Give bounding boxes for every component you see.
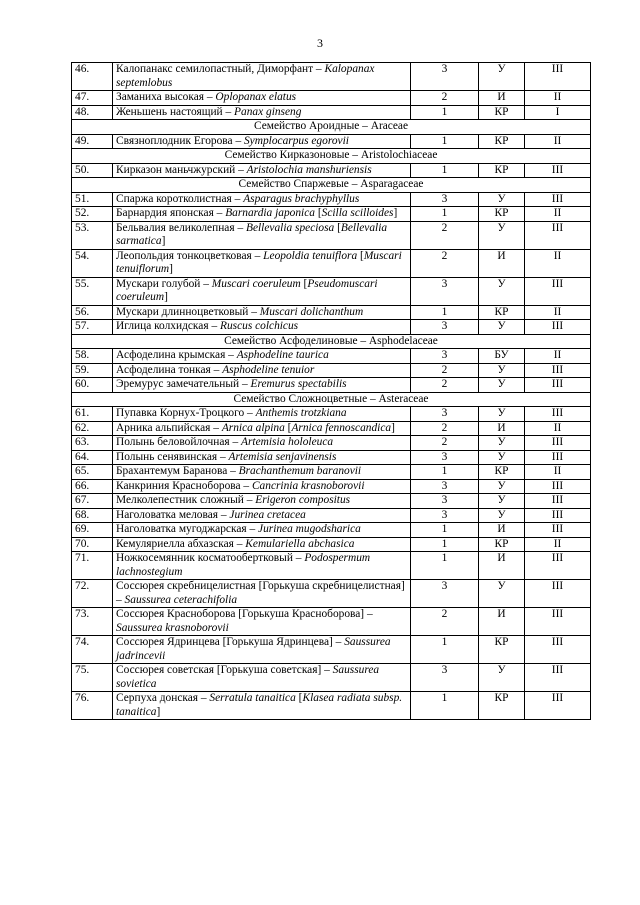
russian-name: Барнардия японская [116,207,214,219]
russian-name: Мускари голубой [116,277,201,290]
russian-name: Наголоватка меловая [116,508,218,521]
latin-name: Ruscus colchicus [219,320,299,332]
category: 3 [411,277,479,305]
status: У [479,479,525,494]
protection-group: III [525,63,591,91]
latin-name: Asparagus brachyphyllus [243,192,360,205]
row-number: 64. [72,450,113,465]
latin-name: Panax ginseng [234,105,302,118]
species-row [72,91,591,106]
category: 2 [411,221,479,249]
species-name: Барнардия японская – Barnardia japonica [Scilla scilloides] [113,207,411,222]
latin-name: Cancrinia krasnoborovii [251,479,365,492]
latin-name: Leopoldia tenuiflora [263,249,358,262]
protection-group: III [525,636,591,664]
species-table-body [72,63,591,720]
protection-group: III [525,163,591,178]
protection-group: II [525,207,591,222]
russian-name: Полынь беловойлочная [116,436,230,448]
status: У [479,363,525,378]
russian-name: Брахантемум Баранова [116,465,228,477]
status: КР [479,692,525,720]
russian-name: Соссюрея скребницелистная [Горькуша скребницелистная] [116,580,405,592]
family-name: Семейство Сложноцветные – Asteraceae [72,392,591,407]
family-row [72,149,591,164]
row-number: 73. [72,608,113,636]
protection-group: III [525,320,591,335]
status: КР [479,105,525,120]
species-name: Пупавка Корнух-Троцкого – Anthemis trotzkiana [113,407,411,422]
species-row [72,552,591,580]
status: У [479,277,525,305]
protection-group: III [525,508,591,523]
row-number: 71. [72,552,113,580]
category: 2 [411,436,479,451]
category: 2 [411,363,479,378]
category: 3 [411,508,479,523]
protection-group: III [525,378,591,393]
species-name: Соссюрея Красноборова [Горькуша Красноборова] – Saussurea krasnoborovii [113,608,411,636]
protection-group: III [525,494,591,509]
latin-name: Saussurea sovietica [116,664,380,690]
species-row [72,479,591,494]
species-row [72,450,591,465]
protection-group: II [525,91,591,106]
category: 1 [411,636,479,664]
synonym-name: Muscari tenuiflorum [116,249,402,275]
category: 3 [411,192,479,207]
russian-name: Кирказон маньчжурский [116,163,236,176]
species-name: Арника альпийская – Arnica alpina [Arnica fennoscandica] [113,421,411,436]
protection-group: III [525,580,591,608]
russian-name: Мускари длинноцветковый [116,305,249,318]
latin-name: Anthemis trotzkiana [255,407,347,419]
species-row [72,608,591,636]
russian-name: Иглица колхидская [116,320,209,332]
russian-name: Серпуха донская [116,692,199,704]
species-name: Канкриния Красноборова – Cancrinia krasnoborovii [113,479,411,494]
category: 3 [411,320,479,335]
category: 3 [411,349,479,364]
russian-name: Асфоделина крымская [116,349,226,361]
protection-group: II [525,537,591,552]
family-name: Семейство Кирказоновые – Aristolochiaceae [72,149,591,164]
latin-name: Saussurea jadrincevii [116,636,391,662]
category: 3 [411,664,479,692]
species-name: Женьшень настоящий – Panax ginseng [113,105,411,120]
species-row [72,407,591,422]
russian-name: Арника альпийская [116,421,211,434]
latin-name: Saussurea ceterachifolia [124,593,238,606]
protection-group: III [525,479,591,494]
species-name: Соссюрея советская [Горькуша советская] – Saussurea sovietica [113,664,411,692]
category: 3 [411,63,479,91]
protection-group: III [525,277,591,305]
status: У [479,450,525,465]
species-name: Мелколепестник сложный – Erigeron compositus [113,494,411,509]
species-name: Заманиха высокая – Oplopanax elatus [113,91,411,106]
status: И [479,552,525,580]
status: У [479,63,525,91]
row-number: 67. [72,494,113,509]
species-row [72,537,591,552]
species-name: Иглица колхидская – Ruscus colchicus [113,320,411,335]
species-row [72,636,591,664]
status: У [479,436,525,451]
category: 3 [411,450,479,465]
status: У [479,378,525,393]
russian-name: Канкриния Красноборова [116,479,241,492]
status: И [479,523,525,538]
row-number: 57. [72,320,113,335]
species-row [72,249,591,277]
family-name: Семейство Ароидные – Araceae [72,120,591,135]
category: 1 [411,134,479,149]
row-number: 68. [72,508,113,523]
category: 2 [411,91,479,106]
category: 1 [411,465,479,480]
synonym-name: Arnica fennoscandica [291,421,392,434]
latin-name: Muscari dolichanthum [259,305,364,318]
row-number: 69. [72,523,113,538]
russian-name: Женьшень настоящий [116,105,223,118]
protection-group: III [525,664,591,692]
species-name: Серпуха донская – Serratula tanaitica [Klasea radiata subsp. tanaitica] [113,692,411,720]
species-row [72,421,591,436]
family-name: Семейство Спаржевые – Asparagaceae [72,178,591,193]
category: 1 [411,163,479,178]
russian-name: Леопольдия тонкоцветковая [116,249,252,262]
status: И [479,421,525,436]
status: БУ [479,349,525,364]
russian-name: Пупавка Корнух-Троцкого [116,407,245,419]
family-name: Семейство Асфоделиновые – Asphodelaceae [72,334,591,349]
protection-group: III [525,221,591,249]
species-name: Ножкосемянник косматообертковый – Podospermum lachnostegium [113,552,411,580]
category: 1 [411,105,479,120]
species-name: Асфоделина крымская – Asphodeline taurica [113,349,411,364]
row-number: 55. [72,277,113,305]
status: У [479,407,525,422]
protection-group: II [525,421,591,436]
row-number: 56. [72,305,113,320]
category: 1 [411,537,479,552]
latin-name: Oplopanax elatus [215,91,297,103]
latin-name: Saussurea krasnoborovii [116,621,229,634]
category: 2 [411,608,479,636]
species-name: Бельвалия великолепная – Bellevalia speciosa [Bellevalia sarmatica] [113,221,411,249]
latin-name: Erigeron compositus [255,494,351,506]
row-number: 60. [72,378,113,393]
category: 3 [411,494,479,509]
category: 1 [411,552,479,580]
latin-name: Arnica alpina [221,421,285,434]
species-row [72,363,591,378]
latin-name: Kalopanax septemlobus [116,63,375,89]
synonym-name: Bellevalia sarmatica [116,221,388,247]
protection-group: III [525,692,591,720]
protection-group: III [525,523,591,538]
status: КР [479,134,525,149]
category: 3 [411,407,479,422]
protection-group: III [525,608,591,636]
species-row [72,692,591,720]
family-row [72,392,591,407]
row-number: 53. [72,221,113,249]
species-name: Полынь сенявинская – Artemisia senjavinensis [113,450,411,465]
row-number: 52. [72,207,113,222]
latin-name: Asphodeline taurica [236,349,329,361]
species-row [72,105,591,120]
russian-name: Калопанакс семилопастный, Диморфант [116,63,314,75]
species-row [72,508,591,523]
latin-name: Kemulariella abchasica [245,537,355,550]
latin-name: Jurinea cretacea [229,508,306,521]
status: КР [479,636,525,664]
species-name: Соссюрея скребницелистная [Горькуша скребницелистная] – Saussurea ceterachifolia [113,580,411,608]
row-number: 59. [72,363,113,378]
category: 2 [411,249,479,277]
status: И [479,608,525,636]
category: 2 [411,378,479,393]
category: 1 [411,692,479,720]
row-number: 72. [72,580,113,608]
latin-name: Barnardia japonica [225,207,315,219]
status: У [479,494,525,509]
species-name: Брахантемум Баранова – Brachanthemum baranovii [113,465,411,480]
row-number: 50. [72,163,113,178]
status: КР [479,163,525,178]
species-name: Наголоватка меловая – Jurinea cretacea [113,508,411,523]
row-number: 48. [72,105,113,120]
species-name: Полынь беловойлочная – Artemisia hololeuca [113,436,411,451]
species-name: Эремурус замечательный – Eremurus spectabilis [113,378,411,393]
protection-group: III [525,552,591,580]
species-row [72,207,591,222]
russian-name: Кемуляриелла абхазская [116,537,234,550]
species-name: Мускари голубой – Muscari coeruleum [Pseudomuscari coeruleum] [113,277,411,305]
protection-group: III [525,450,591,465]
latin-name: Muscari coeruleum [211,277,301,290]
species-row [72,277,591,305]
row-number: 63. [72,436,113,451]
latin-name: Serratula tanaitica [209,692,296,704]
species-name: Спаржа коротколистная – Asparagus brachyphyllus [113,192,411,207]
species-table [71,62,591,720]
status: У [479,320,525,335]
page-number: 3 [317,36,323,50]
synonym-name: Scilla scilloides [321,207,394,219]
row-number: 46. [72,63,113,91]
status: И [479,91,525,106]
latin-name: Jurinea mugodsharica [258,523,361,535]
species-row [72,305,591,320]
protection-group: III [525,436,591,451]
latin-name: Artemisia senjavinensis [228,450,337,463]
protection-group: III [525,363,591,378]
russian-name: Наголоватка мугоджарская [116,523,247,535]
species-name: Мускари длинноцветковый – Muscari dolichanthum [113,305,411,320]
family-row [72,120,591,135]
species-name: Кирказон маньчжурский – Aristolochia manshuriensis [113,163,411,178]
protection-group: II [525,349,591,364]
status: КР [479,537,525,552]
row-number: 62. [72,421,113,436]
russian-name: Спаржа коротколистная [116,192,232,205]
species-row [72,436,591,451]
species-name: Соссюрея Ядринцева [Горькуша Ядринцева] – Saussurea jadrincevii [113,636,411,664]
row-number: 66. [72,479,113,494]
row-number: 54. [72,249,113,277]
latin-name: Asphodeline tenuior [222,363,315,376]
status: У [479,664,525,692]
latin-name: Symplocarpus egorovii [243,134,349,147]
status: КР [479,465,525,480]
species-row [72,523,591,538]
category: 3 [411,479,479,494]
russian-name: Ножкосемянник косматообертковый [116,552,293,564]
category: 2 [411,421,479,436]
species-row [72,378,591,393]
species-name: Наголоватка мугоджарская – Jurinea mugodsharica [113,523,411,538]
species-name: Асфоделина тонкая – Asphodeline tenuior [113,363,411,378]
russian-name: Полынь сенявинская [116,450,218,463]
status: У [479,508,525,523]
species-row [72,63,591,91]
species-row [72,494,591,509]
protection-group: II [525,134,591,149]
russian-name: Мелколепестник сложный [116,494,244,506]
row-number: 74. [72,636,113,664]
species-name: Калопанакс семилопастный, Диморфант – Kalopanax septemlobus [113,63,411,91]
row-number: 51. [72,192,113,207]
species-row [72,163,591,178]
latin-name: Eremurus spectabilis [250,378,347,390]
synonym-name: Pseudomuscari coeruleum [116,277,378,303]
species-row [72,192,591,207]
status: У [479,580,525,608]
russian-name: Бельвалия великолепная [116,221,235,234]
status: КР [479,305,525,320]
row-number: 65. [72,465,113,480]
family-row [72,334,591,349]
russian-name: Связноплодник Егорова [116,134,233,147]
russian-name: Соссюрея Красноборова [Горькуша Красноборова] [116,608,365,620]
row-number: 47. [72,91,113,106]
category: 1 [411,305,479,320]
protection-group: II [525,249,591,277]
category: 3 [411,580,479,608]
synonym-name: Klasea radiata subsp. tanaitica [116,692,403,718]
protection-group: II [525,305,591,320]
latin-name: Aristolochia manshuriensis [246,163,372,176]
protection-group: III [525,407,591,422]
status: У [479,192,525,207]
latin-name: Podospermum lachnostegium [116,552,371,578]
status: КР [479,207,525,222]
category: 1 [411,207,479,222]
latin-name: Brachanthemum baranovii [238,465,362,477]
species-name: Леопольдия тонкоцветковая – Leopoldia tenuiflora [Muscari tenuiflorum] [113,249,411,277]
species-row [72,580,591,608]
species-row [72,134,591,149]
row-number: 76. [72,692,113,720]
species-row [72,221,591,249]
family-row [72,178,591,193]
row-number: 75. [72,664,113,692]
russian-name: Соссюрея Ядринцева [Горькуша Ядринцева] [116,636,333,648]
species-row [72,320,591,335]
russian-name: Заманиха высокая [116,91,205,103]
species-row [72,349,591,364]
latin-name: Artemisia hololeuca [241,436,334,448]
latin-name: Bellevalia speciosa [246,221,335,234]
russian-name: Соссюрея советская [Горькуша советская] [116,664,322,676]
row-number: 70. [72,537,113,552]
status: И [479,249,525,277]
row-number: 58. [72,349,113,364]
protection-group: II [525,465,591,480]
row-number: 61. [72,407,113,422]
species-row [72,465,591,480]
protection-group: III [525,192,591,207]
category: 1 [411,523,479,538]
russian-name: Эремурус замечательный [116,378,240,390]
status: У [479,221,525,249]
protection-group: I [525,105,591,120]
species-name: Кемуляриелла абхазская – Kemulariella abchasica [113,537,411,552]
species-name: Связноплодник Егорова – Symplocarpus egorovii [113,134,411,149]
russian-name: Асфоделина тонкая [116,363,211,376]
row-number: 49. [72,134,113,149]
species-row [72,664,591,692]
